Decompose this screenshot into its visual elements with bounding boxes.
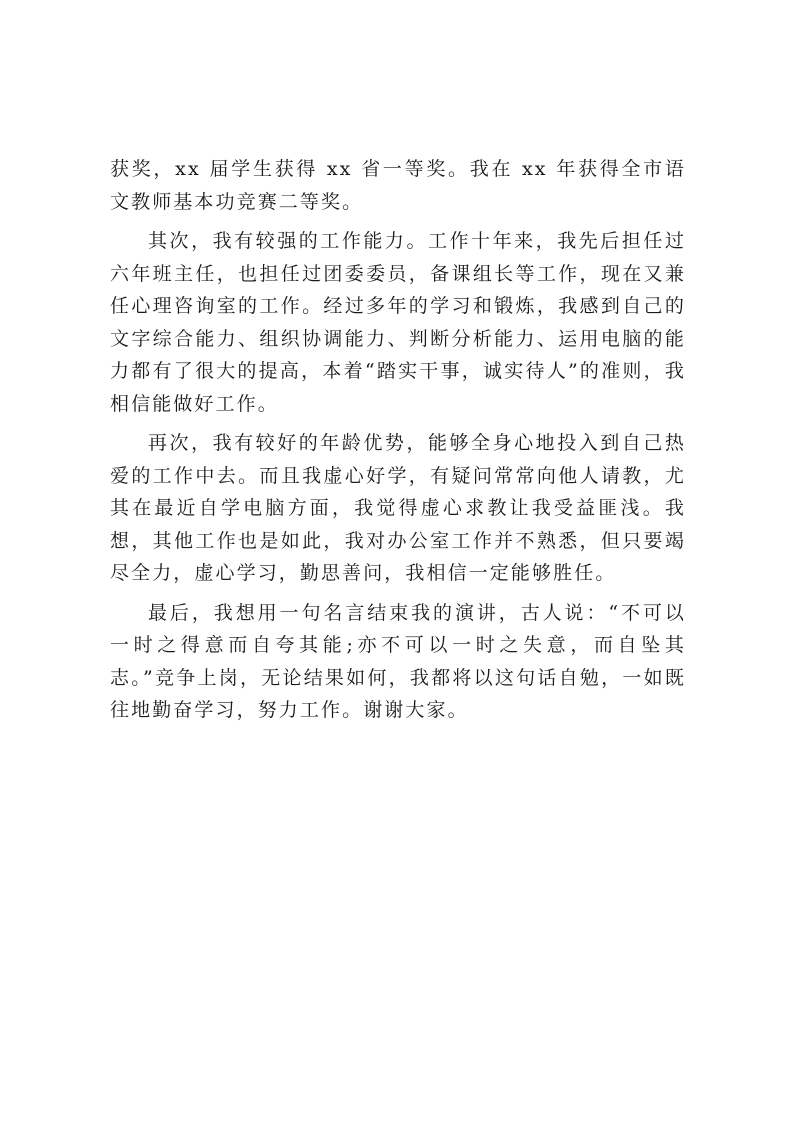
paragraph-age-advantage: 再次，我有较好的年龄优势，能够全身心地投入到自己热爱的工作中去。而且我虚心好学，有疑问常常向他人请教，尤其在最近自学电脑方面，我觉得虚心求教让我受益匪浅。我想，其他工作也是如此，我对办公室工作并不熟悉，但只要竭尽全力，虚心学习，勤思善问，我相信一定能够胜任。 <box>110 432 686 584</box>
paragraph-work-ability: 其次，我有较强的工作能力。工作十年来，我先后担任过六年班主任，也担任过团委委员，备课组长等工作，现在又兼任心理咨询室的工作。经过多年的学习和锻炼，我感到自己的文字综合能力、组织协调能力、判断分析能力、运用电脑的能力都有了很大的提高，本着“踏实干事，诚实待人”的准则，我相信能做好工作。 <box>110 230 686 415</box>
paragraph-continued: 获奖，xx 届学生获得 xx 省一等奖。我在 xx 年获得全市语文教师基本功竞赛二等奖。 <box>110 158 686 213</box>
paragraph-closing: 最后，我想用一句名言结束我的演讲，古人说：“不可以一时之得意而自夸其能;亦不可以一时之失意，而自坠其志。”竞争上岗，无论结果如何，我都将以这句话自勉，一如既往地勤奋学习，努力工作。谢谢大家。 <box>110 601 686 721</box>
document-body <box>110 153 686 734</box>
